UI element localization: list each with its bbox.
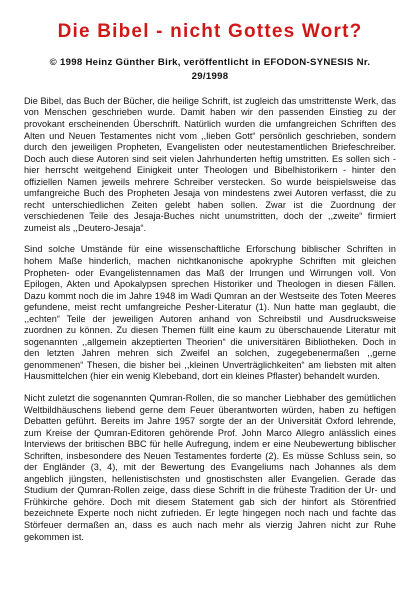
paragraph-3: Nicht zuletzt die sogenannten Qumran-Rollen, die so mancher Liebhaber des gemütlichen Weltbildhäuschens liebend gerne dem Feuer überantworten würden, haben zu heftigen Debatten geführt. Bereits im Jahre 1957 sorgte der an der Universität Oxford lehrende, zum Kreise der Qumran-Editoren gehörende Prof. John Marco Allegro anlässlich eines Interviews der britischen BBC für helle Aufregung, indem er eine Neubewertung biblischer Schriften, insbesondere des Neuen Testamentes forderte (2). Es müsse Schluss sein, so der Engländer (3, 4), mit der Bewertung des Evangeliums nach Johannes als dem angeblich jüngsten, hellenistischsten und gnostischsten aller Evangelien. Gerade das Studium der Qumran-Rollen zeige, dass diese Schrift in die früheste Tradition der Ur- und Frühkirche gehöre. Doch mit diesem Statement gab sich der hinfort als Störenfried bezeichnete Experte noch nicht zufrieden. Er legte hingegen noch nach und fachte das Störfeuer dermaßen an, dass es auch nach mehr als vierzig Jahren nicht zur Ruhe gekommen ist.	[24, 393, 396, 542]
byline-line-2: 29/1998	[191, 70, 229, 82]
document-title: Die Bibel - nicht Gottes Wort?	[57, 21, 363, 42]
paragraph-1: Die Bibel, das Buch der Bücher, die heilige Schrift, ist zugleich das umstrittenste Werk, das von Menschen geschrieben wurde. Damit haben wir den passenden Einstieg zu der provokant erscheinenden Überschrift. Natürlich wurden die umfangreichen Schriften des Alten und Neuen Testamentes nicht vom ,,lieben Gott“ persönlich geschrieben, sondern durch den jeweiligen Propheten, Evangelisten oder neutestamentlichen Briefeschreiber. Doch auch diese Autoren sind seit vielen Jahrhunderten heftig umstritten. Es sollen sich - hier herrscht weitgehend Einigkeit unter Theologen und Bibelhistorikern - hinter den offiziellen Namen jeweils mehrere Schreiber verstecken. So wurde beispielsweise das umfangreiche Buch des Propheten Jesaja von mindestens zwei Autoren verfasst, die zu recht unterschiedlichen Zeiten gelebt haben sollen. Zwar ist die Zuordnung der verschiedenen Teile des Jesaja-Buches nicht unumstritten, doch der ,,zweite“ firmiert zumeist als ,,Deutero-Jesaja“.	[24, 95, 396, 233]
paragraph-2: Sind solche Umstände für eine wissenschaftliche Erforschung biblischer Schriften in hohem Maße hinderlich, machen nichtkanonische apokryphe Schriften mit gleichen Propheten- oder Evangelistennamen das Maß der Irrungen und Wirrungen voll. Von Epilogen, Akten und Apokalypsen sprechen Historiker und Theologen in diesen Fällen. Dazu kommt noch die im Jahre 1948 im Wadi Qumran an der Westseite des Toten Meeres gefundene, meist recht umfangreiche Pesher-Literatur (1). Nun hatte man geglaubt, die ,,echten“ Teile der jeweiligen Autoren anhand von Schreibstil und Ausdrucksweise zuordnen zu können. Zu diesen Themen füllt eine kaum zu überschauende Literatur mit sogenannten ,,allgemein akzeptierten Theorien“ die universitären Bibliotheken. Doch in den letzten Jahren mehren sich Zweifel an solchen, zugegebenermaßen ,,gerne genommenen“ Thesen, die bisher bei ,,kleinen Unverträglichkeiten“ am liebsten mit alten Hausmittelchen (hier ein wenig Klebeband, dort ein kleines Pflaster) behandelt wurden.	[24, 244, 396, 382]
byline-line-1: © 1998 Heinz Günther Birk, veröffentlicht in EFODON-SYNESIS Nr.	[49, 56, 371, 68]
byline	[24, 56, 396, 84]
